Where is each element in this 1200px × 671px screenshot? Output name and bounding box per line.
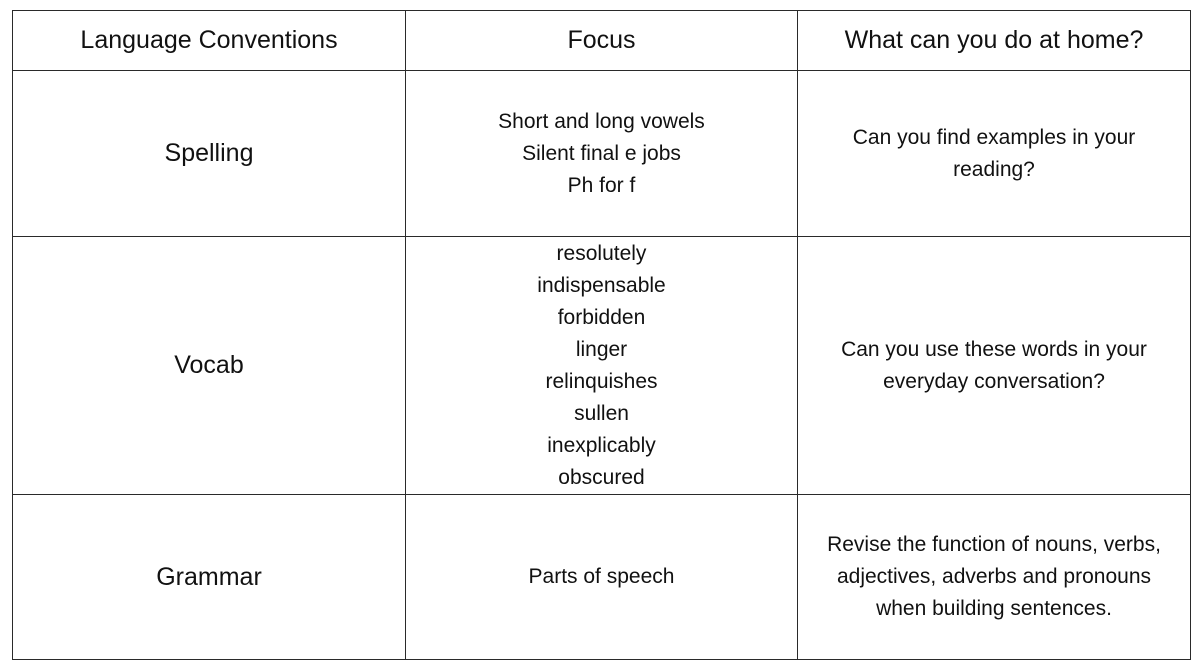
header-what-can-you-do-at-home: What can you do at home? — [798, 11, 1191, 71]
header-language-conventions: Language Conventions — [13, 11, 406, 71]
focus-line: linger — [575, 337, 628, 361]
focus-line: relinquishes — [545, 369, 658, 393]
focus-cell-vocab — [406, 237, 798, 495]
focus-cell-grammar — [406, 495, 798, 660]
focus-line: Silent final e jobs — [522, 141, 681, 165]
focus-line: indispensable — [537, 273, 666, 297]
home-line: everyday conversation? — [883, 369, 1105, 393]
home-line: Can you find examples in your — [852, 125, 1136, 149]
focus-cell-spelling — [406, 71, 798, 237]
table-row-grammar — [13, 495, 1191, 660]
table-row-spelling — [13, 71, 1191, 237]
focus-line: resolutely — [556, 241, 647, 265]
row-label-grammar: Grammar — [13, 495, 406, 660]
home-line: adjectives, adverbs and pronouns — [836, 565, 1152, 588]
home-line: Can you use these words in your — [841, 337, 1147, 361]
focus-line: Short and long vowels — [498, 109, 705, 133]
header-row — [13, 11, 1191, 71]
focus-line: obscured — [558, 465, 645, 489]
home-cell-vocab — [798, 237, 1191, 495]
home-line: when building sentences. — [876, 597, 1112, 620]
row-label-vocab: Vocab — [13, 237, 406, 495]
table-row-vocab — [13, 237, 1191, 495]
row-label-spelling: Spelling — [13, 71, 406, 237]
focus-line: sullen — [574, 401, 629, 425]
home-cell-spelling — [798, 71, 1191, 237]
home-line: reading? — [953, 157, 1035, 181]
focus-line: forbidden — [557, 305, 646, 329]
focus-line: inexplicably — [547, 433, 656, 457]
focus-line: Parts of speech — [528, 565, 675, 588]
home-line: Revise the function of nouns, verbs, — [827, 533, 1161, 556]
focus-line: Ph for f — [567, 173, 636, 197]
header-focus: Focus — [406, 11, 798, 71]
home-cell-grammar — [798, 495, 1191, 660]
language-conventions-table — [12, 10, 1191, 660]
